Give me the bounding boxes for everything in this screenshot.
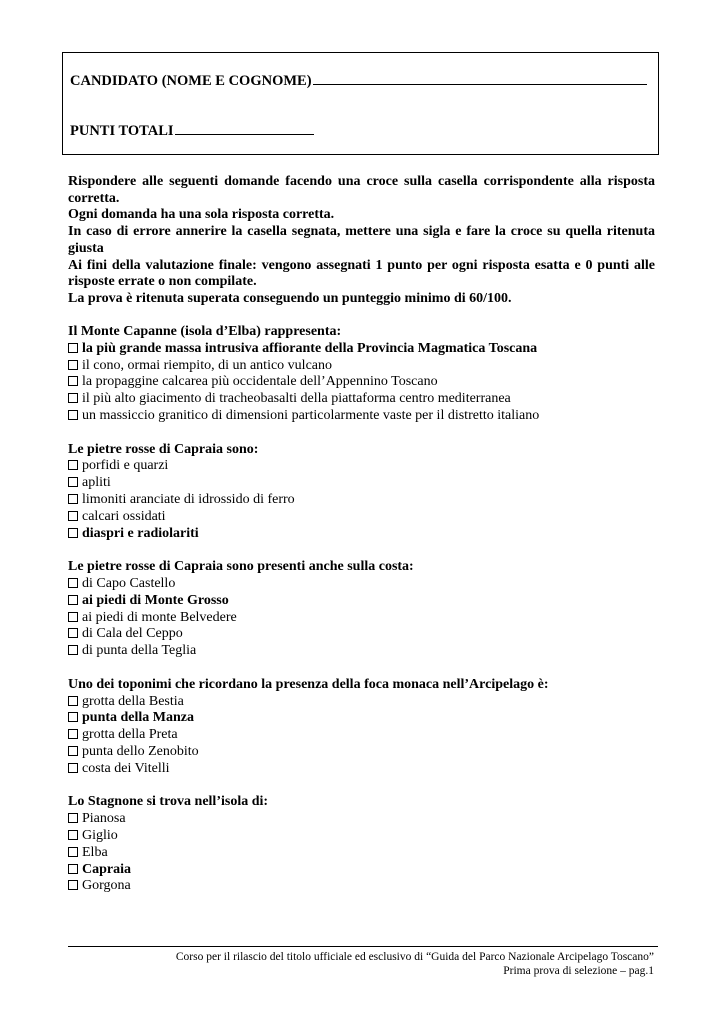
answer-option-label: Gorgona (82, 878, 131, 894)
answer-option-label: Pianosa (82, 811, 126, 827)
total-points-label: PUNTI TOTALI (70, 123, 174, 139)
answer-checkbox[interactable] (68, 393, 78, 403)
total-points-line (70, 122, 314, 140)
question-block (68, 677, 658, 778)
question-text: Le pietre rosse di Capraia sono: (68, 441, 259, 457)
answer-checkbox[interactable] (68, 746, 78, 756)
answer-option-label: diaspri e radiolariti (82, 525, 199, 541)
answer-option (68, 576, 658, 593)
candidate-name-line (70, 72, 647, 90)
answer-checkbox[interactable] (68, 360, 78, 370)
answer-option-label: ai piedi di monte Belvedere (82, 609, 237, 625)
answer-option (68, 458, 658, 475)
answer-checkbox[interactable] (68, 645, 78, 655)
answer-option (68, 862, 658, 879)
footer-page-number: Prima prova di selezione – pag.1 (503, 965, 654, 977)
candidate-name-blank (313, 72, 647, 85)
instruction-1: Rispondere alle seguenti domande facendo una croce sulla casella corrispondente alla risposta corretta. (68, 174, 655, 206)
answer-checkbox[interactable] (68, 847, 78, 857)
answer-option (68, 694, 658, 711)
answer-option (68, 710, 658, 727)
answer-option (68, 358, 658, 375)
total-points-blank (175, 122, 314, 135)
answer-option-label: Elba (82, 844, 108, 860)
answer-option (68, 610, 658, 627)
question-text: Lo Stagnone si trova nell’isola di: (68, 794, 269, 810)
instruction-3: In caso di errore annerire la casella segnata, mettere una sigla e fare la croce su quella ritenuta giusta (68, 224, 655, 256)
instruction-5: La prova è ritenuta superata conseguendo un punteggio minimo di 60/100. (68, 290, 512, 306)
answer-checkbox[interactable] (68, 830, 78, 840)
answer-option-label: punta dello Zenobito (82, 743, 199, 759)
instruction-2: Ogni domanda ha una sola risposta corretta. (68, 207, 335, 223)
answer-option (68, 811, 658, 828)
answer-checkbox[interactable] (68, 511, 78, 521)
footer-divider (68, 946, 658, 947)
question-text: Uno dei toponimi che ricordano la presenza della foca monaca nell’Arcipelago è: (68, 676, 549, 692)
answer-option-label: il più alto giacimento di tracheobasalti della piattaforma centro mediterranea (82, 391, 511, 407)
answer-option-label: di Capo Castello (82, 575, 176, 591)
answer-option-label: Giglio (82, 827, 118, 843)
answer-option (68, 626, 658, 643)
answer-checkbox[interactable] (68, 477, 78, 487)
answer-option (68, 408, 658, 425)
answer-checkbox[interactable] (68, 864, 78, 874)
answer-checkbox[interactable] (68, 410, 78, 420)
answer-checkbox[interactable] (68, 528, 78, 538)
answer-option (68, 727, 658, 744)
answer-checkbox[interactable] (68, 460, 78, 470)
answer-option (68, 643, 658, 660)
answer-option-label: il cono, ormai riempito, di un antico vulcano (82, 357, 332, 373)
answer-checkbox[interactable] (68, 578, 78, 588)
answer-option-label: la più grande massa intrusiva affiorante della Provincia Magmatica Toscana (82, 340, 538, 356)
answer-option (68, 526, 658, 543)
answer-checkbox[interactable] (68, 628, 78, 638)
answer-option (68, 475, 658, 492)
answer-checkbox[interactable] (68, 376, 78, 386)
answer-option-label: punta della Manza (82, 710, 195, 726)
answer-option (68, 845, 658, 862)
answer-option-label: porfidi e quarzi (82, 458, 169, 474)
footer-course-title: Corso per il rilascio del titolo ufficiale ed esclusivo di “Guida del Parco Nazionale Arcipelago Toscano” (175, 951, 654, 963)
answer-option-label: Capraia (82, 861, 131, 877)
question-block (68, 442, 658, 543)
answer-option (68, 374, 658, 391)
answer-option-label: di Cala del Ceppo (82, 626, 183, 642)
answer-option-label: grotta della Preta (82, 727, 178, 743)
question-text: Il Monte Capanne (isola d’Elba) rappresenta: (68, 324, 342, 339)
answer-checkbox[interactable] (68, 880, 78, 890)
answer-option-label: ai piedi di Monte Grosso (82, 592, 229, 608)
answer-checkbox[interactable] (68, 712, 78, 722)
instructions (68, 174, 655, 308)
question-list (68, 324, 658, 912)
answer-option (68, 593, 658, 610)
answer-checkbox[interactable] (68, 763, 78, 773)
page-footer (176, 950, 654, 978)
answer-checkbox[interactable] (68, 612, 78, 622)
answer-option (68, 744, 658, 761)
answer-option-label: calcari ossidati (82, 508, 166, 524)
answer-checkbox[interactable] (68, 813, 78, 823)
answer-option (68, 878, 658, 895)
answer-option-label: apliti (82, 475, 111, 491)
answer-option-label: costa dei Vitelli (82, 760, 170, 776)
instruction-4: Ai fini della valutazione finale: vengono assegnati 1 punto per ogni risposta esatta e 0 punti alle risposte errate o non compilate. (68, 257, 655, 290)
answer-option-label: grotta della Bestia (82, 693, 184, 709)
answer-option (68, 828, 658, 845)
answer-checkbox[interactable] (68, 494, 78, 504)
answer-option-label: limoniti aranciate di idrossido di ferro (82, 491, 295, 507)
answer-option (68, 761, 658, 778)
candidate-name-label: CANDIDATO (NOME E COGNOME) (70, 73, 312, 89)
answer-checkbox[interactable] (68, 343, 78, 353)
answer-checkbox[interactable] (68, 696, 78, 706)
candidate-header-box (62, 52, 659, 155)
question-block (68, 559, 658, 660)
question-block (68, 324, 658, 425)
answer-option (68, 391, 658, 408)
answer-option (68, 341, 658, 358)
answer-checkbox[interactable] (68, 729, 78, 739)
question-block (68, 794, 658, 895)
answer-option (68, 492, 658, 509)
answer-option (68, 509, 658, 526)
answer-option-label: la propaggine calcarea più occidentale dell’Appennino Toscano (82, 374, 438, 390)
answer-option-label: di punta della Teglia (82, 643, 197, 659)
question-text: Le pietre rosse di Capraia sono presenti anche sulla costa: (68, 559, 414, 575)
answer-checkbox[interactable] (68, 595, 78, 605)
answer-option-label: un massiccio granitico di dimensioni particolarmente vaste per il distretto italiano (82, 407, 540, 423)
